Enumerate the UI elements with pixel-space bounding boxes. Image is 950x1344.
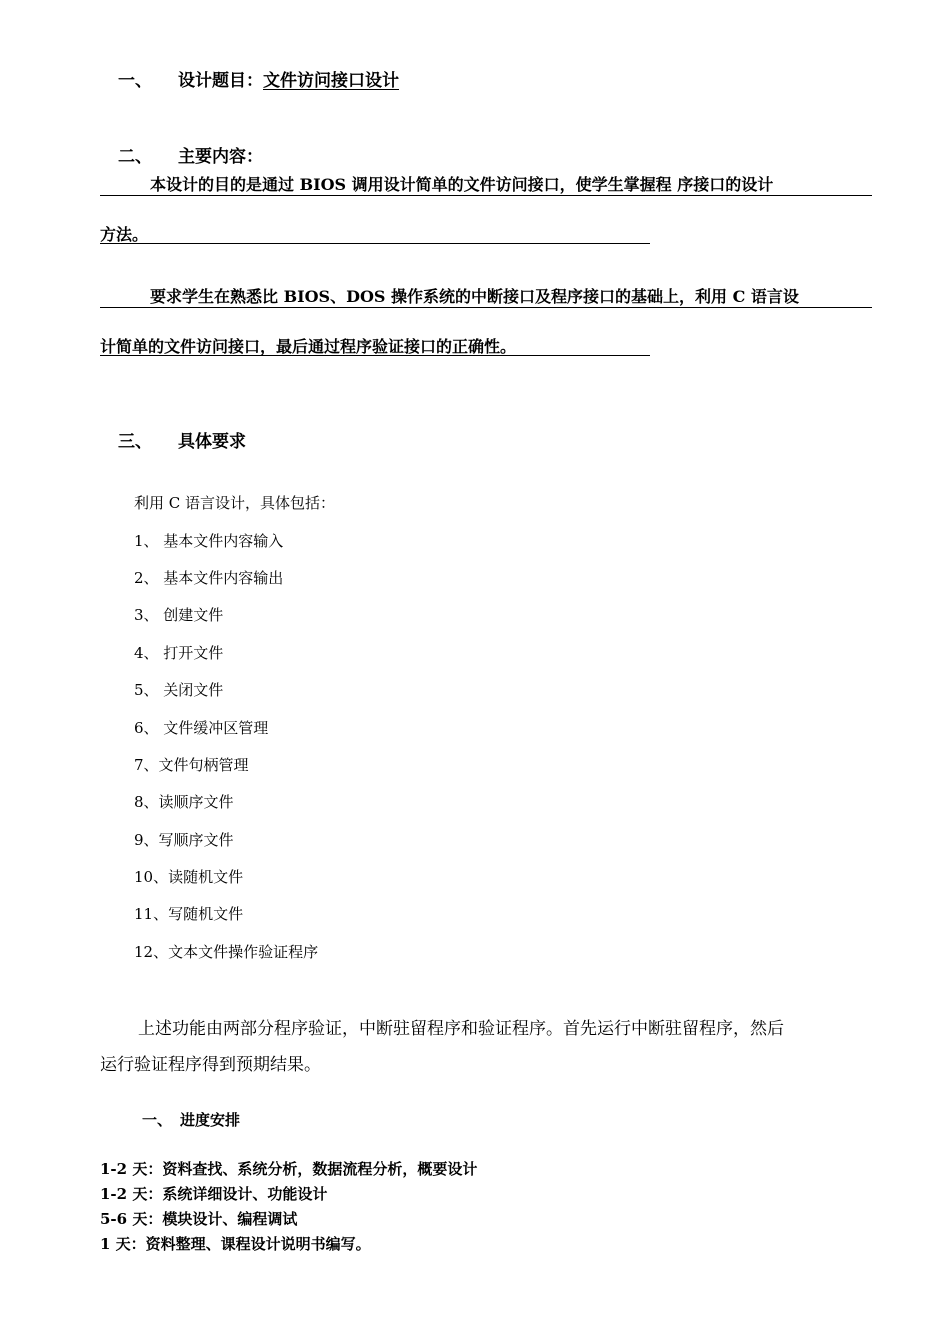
section-3-title: 具体要求 xyxy=(178,432,246,452)
schedule-number: 一、 xyxy=(142,1111,173,1129)
list-item: 3、 创建文件 xyxy=(134,606,224,624)
section-1-number: 一、 xyxy=(118,71,152,91)
list-item: 9、写顺序文件 xyxy=(134,831,234,849)
schedule-item: 1-2 天：资料查找、系统分析，数据流程分析，概要设计 xyxy=(100,1160,478,1178)
list-item: 10、读随机文件 xyxy=(134,868,244,886)
underline xyxy=(100,307,872,308)
schedule-title: 进度安排 xyxy=(180,1111,241,1129)
design-title: 文件访问接口设计 xyxy=(263,71,399,91)
schedule-item: 5-6 天：模块设计、编程调试 xyxy=(100,1210,298,1228)
summary-line-2: 运行验证程序得到预期结果。 xyxy=(100,1055,321,1075)
schedule-item: 1 天：资料整理、课程设计说明书编写。 xyxy=(100,1235,371,1253)
summary-line-1: 上述功能由两部分程序验证，中断驻留程序和验证程序。首先运行中断驻留程序，然后 xyxy=(138,1019,784,1039)
schedule-item: 1-2 天：系统详细设计、功能设计 xyxy=(100,1185,328,1203)
section-2-heading xyxy=(118,142,263,167)
list-item: 12、文本文件操作验证程序 xyxy=(134,943,319,961)
section-3-heading xyxy=(118,427,246,452)
content-para-2-line-1: 要求学生在熟悉比 BIOS、DOS 操作系统的中断接口及程序接口的基础上，利用 C 语言设 xyxy=(150,287,799,306)
section-1-label: 设计题目： xyxy=(178,71,263,91)
list-item: 11、写随机文件 xyxy=(134,905,244,923)
section-2-number: 二、 xyxy=(118,147,152,167)
schedule-heading xyxy=(142,1109,240,1130)
list-item: 6、 文件缓冲区管理 xyxy=(134,719,269,737)
underline xyxy=(100,243,650,244)
content-para-1-line-1: 本设计的目的是通过 BIOS 调用设计简单的文件访问接口，使学生掌握程 序接口的设计 xyxy=(150,175,774,194)
underline xyxy=(100,355,650,356)
list-item: 5、 关闭文件 xyxy=(134,681,224,699)
list-item: 1、 基本文件内容输入 xyxy=(134,532,284,550)
list-item: 7、文件句柄管理 xyxy=(134,756,249,774)
requirements-intro: 利用 C 语言设计，具体包括： xyxy=(134,494,336,512)
list-item: 2、 基本文件内容输出 xyxy=(134,569,284,587)
content-para-1-line-2: 方法。 xyxy=(100,225,149,244)
list-item: 4、 打开文件 xyxy=(134,644,224,662)
section-1-heading xyxy=(118,66,399,91)
list-item: 8、读顺序文件 xyxy=(134,793,234,811)
section-2-title: 主要内容： xyxy=(178,147,263,167)
section-3-number: 三、 xyxy=(118,432,152,452)
underline xyxy=(100,195,872,196)
content-para-2-line-2: 计简单的文件访问接口，最后通过程序验证接口的正确性。 xyxy=(100,337,517,356)
